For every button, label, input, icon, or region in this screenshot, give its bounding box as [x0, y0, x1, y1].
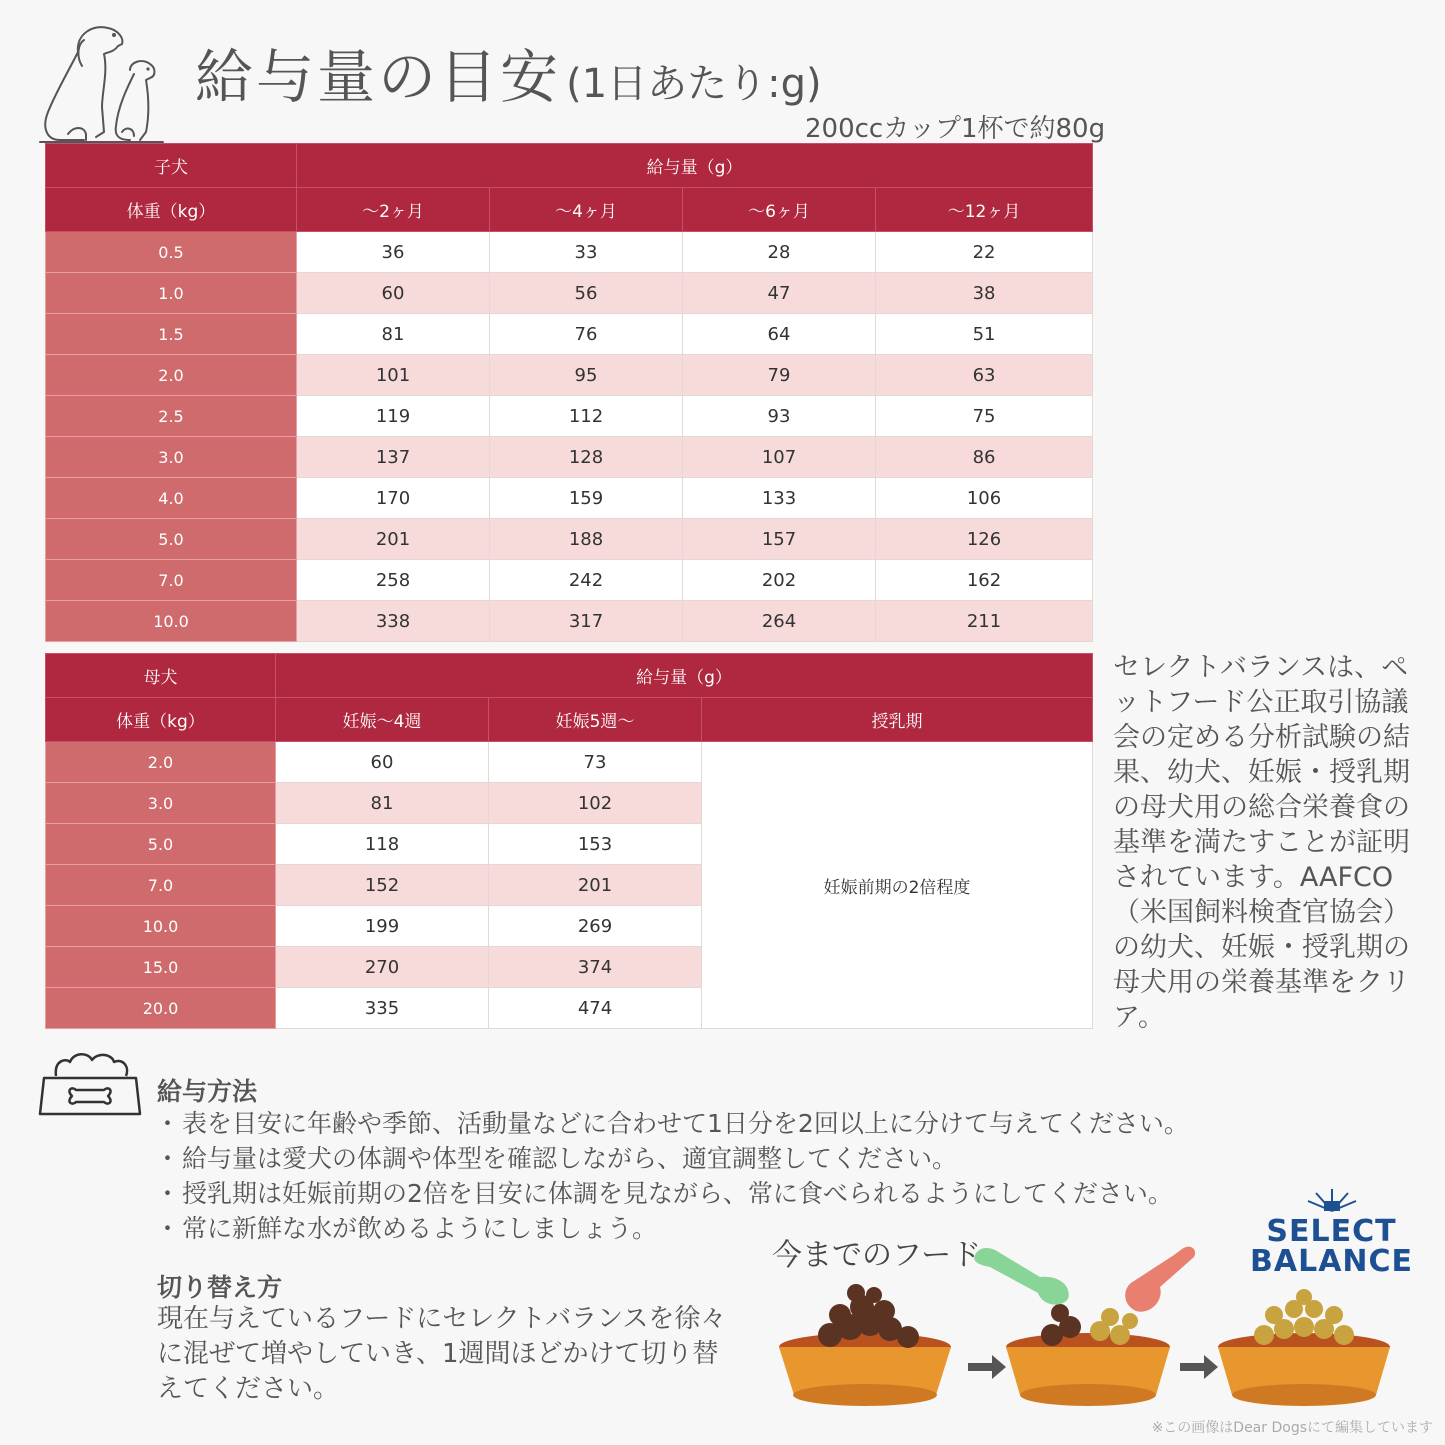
amount-cell: 106	[876, 478, 1093, 519]
amount-cell: 128	[490, 437, 683, 478]
weight-cell: 3.0	[46, 437, 297, 478]
weight-cell: 1.0	[46, 273, 297, 314]
title-sub: (1日あたり:g)	[566, 61, 822, 107]
amount-cell: 51	[876, 314, 1093, 355]
amount-cell: 211	[876, 601, 1093, 642]
amount-cell: 64	[683, 314, 876, 355]
amount-cell: 101	[297, 355, 490, 396]
puppy-corner-header: 子犬	[46, 144, 297, 188]
amount-cell: 157	[683, 519, 876, 560]
previous-food-label: 今までのフード	[772, 1238, 982, 1273]
mother-col-header: 授乳期	[702, 698, 1093, 742]
amount-cell: 202	[683, 560, 876, 601]
table-row	[46, 742, 1093, 783]
amount-cell: 33	[490, 232, 683, 273]
puppy-col-header: ～12ヶ月	[876, 188, 1093, 232]
amount-cell: 264	[683, 601, 876, 642]
amount-cell: 170	[297, 478, 490, 519]
table-row	[46, 519, 1093, 560]
mother-corner-header: 母犬	[46, 654, 276, 698]
feeding-method-heading: 給与方法	[157, 1077, 258, 1106]
cup-note: 200ccカップ1杯で約80g	[805, 114, 1106, 144]
amount-cell: 75	[876, 396, 1093, 437]
amount-cell: 374	[489, 947, 702, 988]
amount-cell: 47	[683, 273, 876, 314]
amount-cell: 79	[683, 355, 876, 396]
mixing-bowl	[974, 1247, 1195, 1406]
amount-cell: 56	[490, 273, 683, 314]
amount-cell: 118	[276, 824, 489, 865]
list-item: ・ 給与量は愛犬の体調や体型を確認しながら、適宜調整してください。	[155, 1141, 1189, 1176]
mother-col-header: 妊娠～4週	[276, 698, 489, 742]
puppy-table-body	[46, 232, 1093, 642]
puppy-col-header: ～4ヶ月	[490, 188, 683, 232]
footnote: ※この画像はDear Dogsにて編集しています	[1151, 1420, 1433, 1436]
amount-cell: 38	[876, 273, 1093, 314]
old-food-bowl	[779, 1284, 951, 1406]
amount-cell: 76	[490, 314, 683, 355]
sunburst-dog-icon	[1302, 1185, 1362, 1213]
select-balance-logo	[1250, 1185, 1413, 1277]
weight-cell: 5.0	[46, 519, 297, 560]
amount-cell: 133	[683, 478, 876, 519]
weight-cell: 2.0	[46, 355, 297, 396]
new-food-bowl	[1218, 1289, 1390, 1406]
table-row	[46, 478, 1093, 519]
logo-line-2: BALANCE	[1250, 1244, 1414, 1279]
weight-cell: 7.0	[46, 560, 297, 601]
list-item: ・ 常に新鮮な水が飲めるようにしましょう。	[155, 1211, 1189, 1246]
amount-cell: 81	[276, 783, 489, 824]
table-row	[46, 232, 1093, 273]
arrow-icon	[1180, 1355, 1218, 1379]
puppy-group-header: 給与量（g）	[297, 144, 1093, 188]
amount-cell: 199	[276, 906, 489, 947]
puppy-weight-header: 体重（kg）	[46, 188, 297, 232]
table-row	[46, 560, 1093, 601]
amount-cell: 119	[297, 396, 490, 437]
puppy-col-header: ～6ヶ月	[683, 188, 876, 232]
amount-cell: 36	[297, 232, 490, 273]
amount-cell: 112	[490, 396, 683, 437]
weight-cell: 10.0	[46, 906, 276, 947]
list-item: ・ 授乳期は妊娠前期の2倍を目安に体調を見ながら、常に食べられるようにしてください。	[155, 1176, 1189, 1211]
amount-cell: 63	[876, 355, 1093, 396]
amount-cell: 60	[276, 742, 489, 783]
arrow-icon	[968, 1355, 1006, 1379]
mother-weight-header: 体重（kg）	[46, 698, 276, 742]
amount-cell: 126	[876, 519, 1093, 560]
switching-text: 現在与えているフードにセレクトバランスを徐々に混ぜて増やしていき、1週間ほどかけて切り替えてください。	[157, 1304, 727, 1404]
amount-cell: 474	[489, 988, 702, 1029]
table-row	[46, 396, 1093, 437]
amount-cell: 81	[297, 314, 490, 355]
weight-cell: 7.0	[46, 865, 276, 906]
mother-feeding-table	[45, 653, 1093, 1029]
page-title	[195, 30, 822, 114]
amount-cell: 258	[297, 560, 490, 601]
weight-cell: 2.0	[46, 742, 276, 783]
amount-cell: 107	[683, 437, 876, 478]
table-row	[46, 437, 1093, 478]
amount-cell: 86	[876, 437, 1093, 478]
puppy-feeding-table	[45, 143, 1093, 642]
amount-cell: 137	[297, 437, 490, 478]
title-main: 給与量の目安	[195, 43, 562, 111]
list-item: ・ 表を目安に年齢や季節、活動量などに合わせて1日分を2回以上に分けて与えてください。	[155, 1106, 1189, 1141]
amount-cell: 269	[489, 906, 702, 947]
dogs-illustration	[38, 22, 168, 147]
feeding-method-list	[155, 1106, 1189, 1246]
puppy-col-header: ～2ヶ月	[297, 188, 490, 232]
table-row	[46, 601, 1093, 642]
amount-cell: 338	[297, 601, 490, 642]
table-row	[46, 355, 1093, 396]
amount-cell: 95	[490, 355, 683, 396]
amount-cell: 93	[683, 396, 876, 437]
weight-cell: 1.5	[46, 314, 297, 355]
mother-group-header: 給与量（g）	[276, 654, 1093, 698]
amount-cell: 270	[276, 947, 489, 988]
amount-cell: 188	[490, 519, 683, 560]
amount-cell: 102	[489, 783, 702, 824]
amount-cell: 28	[683, 232, 876, 273]
lactation-cell: 妊娠前期の2倍程度	[702, 742, 1093, 1029]
table-row	[46, 314, 1093, 355]
amount-cell: 201	[297, 519, 490, 560]
amount-cell: 335	[276, 988, 489, 1029]
dog-bowl-icon	[36, 1048, 144, 1120]
certification-text: セレクトバランスは、ペットフード公正取引協議会の定める分析試験の結果、幼犬、妊娠・授乳期の母犬用の総合栄養食の基準を満たすことが証明されています。AAFCO（米国飼料検査官協会）の幼犬、妊娠・授乳期の母犬用の栄養基準をクリア。	[1113, 652, 1410, 1033]
weight-cell: 15.0	[46, 947, 276, 988]
mother-table-body	[46, 742, 1093, 1029]
amount-cell: 242	[490, 560, 683, 601]
weight-cell: 10.0	[46, 601, 297, 642]
table-row	[46, 273, 1093, 314]
weight-cell: 3.0	[46, 783, 276, 824]
amount-cell: 201	[489, 865, 702, 906]
amount-cell: 73	[489, 742, 702, 783]
weight-cell: 0.5	[46, 232, 297, 273]
switching-heading: 切り替え方	[157, 1273, 283, 1302]
weight-cell: 2.5	[46, 396, 297, 437]
amount-cell: 60	[297, 273, 490, 314]
amount-cell: 22	[876, 232, 1093, 273]
mother-col-header: 妊娠5週～	[489, 698, 702, 742]
amount-cell: 162	[876, 560, 1093, 601]
weight-cell: 20.0	[46, 988, 276, 1029]
logo-line-1: SELECT	[1266, 1214, 1397, 1249]
weight-cell: 4.0	[46, 478, 297, 519]
amount-cell: 152	[276, 865, 489, 906]
weight-cell: 5.0	[46, 824, 276, 865]
amount-cell: 317	[490, 601, 683, 642]
amount-cell: 153	[489, 824, 702, 865]
amount-cell: 159	[490, 478, 683, 519]
